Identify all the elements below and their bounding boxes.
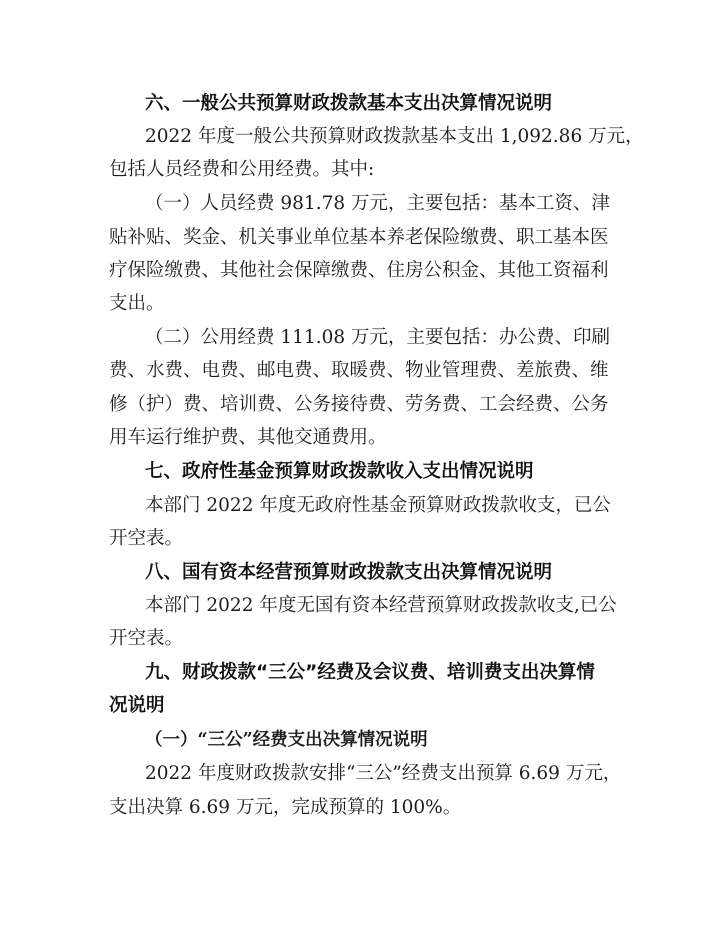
- section-6-public-expense-line: （二）公用经费 111.08 万元，主要包括：办公费、印刷: [145, 327, 610, 348]
- section-6-public-expense-line: 费、水费、电费、邮电费、取暖费、物业管理费、差旅费、维: [109, 360, 609, 381]
- section-9-paragraph-line: 2022 年度财政拨款安排“三公”经费支出预算 6.69 万元，: [145, 763, 622, 784]
- section-8-paragraph-line: 开空表。: [109, 628, 184, 649]
- section-7-paragraph-line: 开空表。: [109, 528, 184, 549]
- section-8-paragraph-line: 本部门 2022 年度无国有资本经营预算财政拨款收支,已公: [145, 595, 617, 616]
- section-9-subheading: （一）“三公”经费支出决算情况说明: [145, 730, 428, 750]
- section-8-heading: 八、国有资本经营预算财政拨款支出决算情况说明: [145, 562, 553, 583]
- section-6-paragraph-line: 包括人员经费和公用经费。其中:: [109, 159, 375, 180]
- section-7-heading: 七、政府性基金预算财政拨款收入支出情况说明: [145, 461, 534, 482]
- section-6-personnel-line: 贴补贴、奖金、机关事业单位基本养老保险缴费、职工基本医: [109, 227, 609, 248]
- section-6-heading: 六、一般公共预算财政拨款基本支出决算情况说明: [145, 93, 553, 114]
- section-7-paragraph-line: 本部门 2022 年度无政府性基金预算财政拨款收支，已公: [145, 495, 611, 516]
- section-6-personnel-line: （一）人员经费 981.78 万元，主要包括：基本工资、津: [145, 193, 610, 214]
- section-9-heading: 九、财政拨款“三公”经费及会议费、培训费支出决算情: [145, 662, 595, 683]
- section-6-personnel-line: 支出。: [109, 293, 165, 314]
- section-6-paragraph-line: 2022 年度一般公共预算财政拨款基本支出 1,092.86 万元，: [145, 126, 644, 147]
- section-6-public-expense-line: 修（护）费、培训费、公务接待费、劳务费、工会经费、公务: [109, 394, 609, 415]
- section-6-personnel-line: 疗保险缴费、其他社会保障缴费、住房公积金、其他工资福利: [109, 260, 609, 281]
- section-6-public-expense-line: 用车运行维护费、其他交通费用。: [109, 427, 387, 448]
- section-9-paragraph-line: 支出决算 6.69 万元，完成预算的 100%。: [109, 797, 462, 818]
- section-9-heading: 况说明: [109, 695, 165, 716]
